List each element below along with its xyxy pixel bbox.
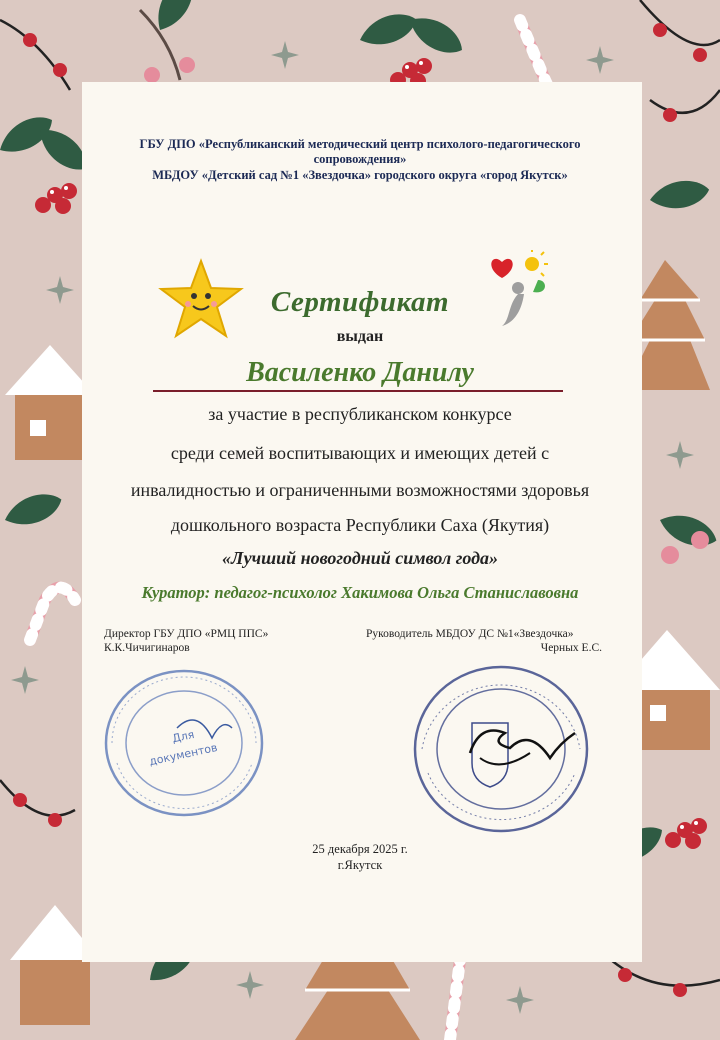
svg-text:документов: документов <box>147 741 219 769</box>
name-underline <box>153 390 563 392</box>
issued-label: выдан <box>336 328 384 345</box>
recipient-name: Василенко Данилу <box>246 357 474 388</box>
org-line-2: сопровождения» <box>313 152 407 166</box>
body-line-3: инвалидностью и ограниченными возможностями здоровья <box>130 480 590 500</box>
left-signer-name: К.К.Чичигинаров <box>104 642 190 654</box>
right-signature-block <box>366 627 608 655</box>
svg-text:Для: Для <box>171 727 196 746</box>
org-line-3: МБДОУ «Детский сад №1 «Звездочка» городского округа «город Якутск» <box>152 168 568 182</box>
left-signer-title: Директор ГБУ ДПО «РМЦ ППС» <box>104 628 269 640</box>
body-line-1: за участие в республиканском конкурсе <box>208 404 512 424</box>
right-stamp-icon <box>410 663 592 835</box>
curator-line: Куратор: педагог-психолог Хакимова Ольга Станиславовна <box>141 583 579 602</box>
body-line-2: среди семей воспитывающих и имеющих детей с <box>170 443 550 463</box>
left-stamp-icon <box>102 668 266 818</box>
issue-city: г.Якутск <box>337 858 383 872</box>
issue-date: 25 декабря 2025 г. <box>312 842 408 856</box>
right-signer-title: Руководитель МБДОУ ДС №1«Звездочка» <box>366 628 574 640</box>
contest-name: «Лучший новогодний символ года» <box>221 548 499 568</box>
org-line-1: ГБУ ДПО «Республиканский методический центр психолого-педагогического <box>139 137 581 151</box>
body-line-4: дошкольного возраста Республики Саха (Якутия) <box>170 515 550 535</box>
certificate-title: Сертификат <box>270 286 450 318</box>
right-signer-name: Черных Е.С. <box>540 642 602 654</box>
left-signature-block <box>104 627 268 655</box>
